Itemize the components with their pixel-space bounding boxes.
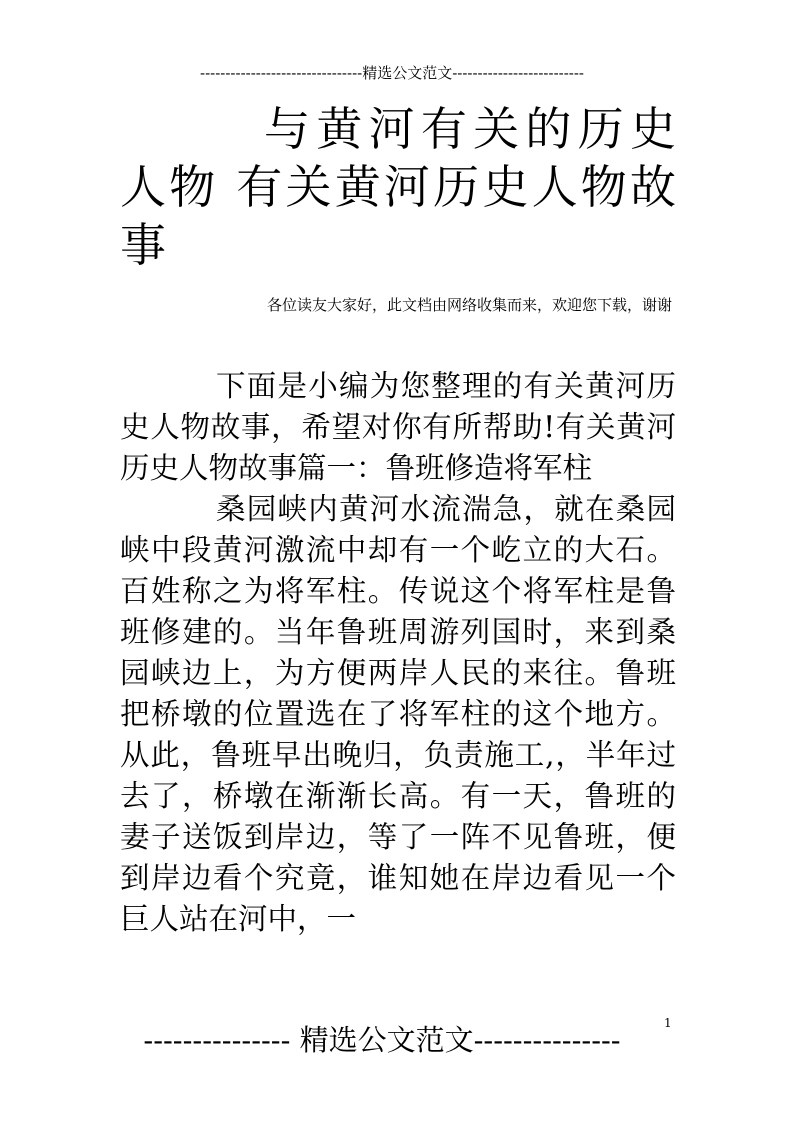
document-body xyxy=(120,366,676,940)
page-header: --------------------------------精选公文范文-------------------------- xyxy=(200,64,584,82)
document-title: 与黄河有关的历史人物 有关黄河历史人物故事 xyxy=(120,102,676,272)
page-number: 1 xyxy=(664,1016,672,1030)
download-notice: 各位读友大家好，此文档由网络收集而来，欢迎您下载，谢谢 xyxy=(266,296,672,314)
body-paragraph-intro: 下面是小编为您整理的有关黄河历史人物故事，希望对你有所帮助!有关黄河历史人物故事篇一：鲁班修造将军柱 xyxy=(120,369,676,485)
page-footer: --------------- 精选公文范文--------------- xyxy=(143,1023,621,1057)
body-paragraph-story: 桑园峡内黄河水流湍急，就在桑园峡中段黄河激流中却有一个屹立的大石。百姓称之为将军柱。传说这个将军柱是鲁班修建的。当年鲁班周游列国时，来到桑园峡边上，为方便两岸人民的来往。鲁班把桥墩的位置选在了将军柱的这个地方。从此，鲁班早出晚归，负责施工,，半年过去了，桥墩在渐渐长高。有一天，鲁班的妻子送饭到岸边，等了一阵不见鲁班，便到岸边看个究竟，谁知她在岸边看见一个巨人站在河中，一 xyxy=(120,492,676,936)
